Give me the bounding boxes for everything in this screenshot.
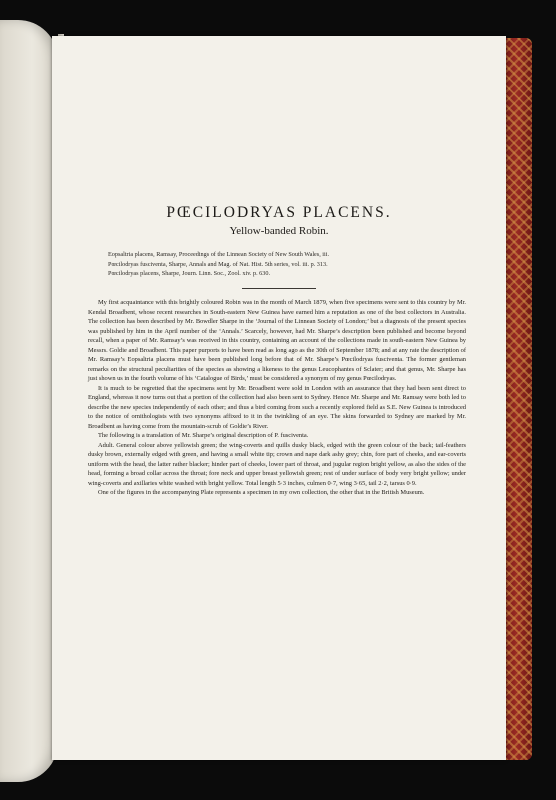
- book-page: [52, 36, 506, 760]
- divider-rule: [242, 288, 316, 289]
- page-subtitle: Yellow-banded Robin.: [229, 225, 329, 237]
- paragraph: My first acquaintance with this brightly coloured Robin was in the month of March 1879, when five specimens were sent to this country by Mr. Kendal Broadbent, whose recent researches in South-eastern New Guinea have earned him a reputation as one of the best collectors in Australia. The collection has been described by Mr. Bowdler Sharpe in the ‘Journal of the Linnean Society of London;’ but a diagnosis of the present species was published by him in the April number of the ‘Annals.’ Scarcely, however, had Mr. Sharpe’s description been published and become beyond recall, when a paper of Mr. Ramsay’s was received in this country, containing an account of the collections made in south-eastern New Guinea by Messrs. Goldie and Broadbent. This paper purports to have been read as long ago as the 30th of September 1878; and at any rate the description of Mr. Ramsay’s Eopsaltria placens must have been published long before that of Mr. Sharpe’s Pœcilodryas fusciventa. The former gentleman remarks on the structural peculiarities of the species as showing a likeness to the genus Leucophantes of Sclater; and that genus, Mr. Sharpe has just shown us in the fourth volume of his ‘Catalogue of Birds,’ must be considered a synonym of my genus Pœcilodryas.: [88, 299, 466, 382]
- paragraph: One of the figures in the accompanying Plate represents a specimen in my own collection, the other that in the British Museum.: [98, 489, 425, 496]
- body-text: [88, 298, 466, 498]
- synonymy-references: [108, 250, 478, 279]
- paragraph: It is much to be regretted that the specimens sent by Mr. Broadbent were sold in London with an assurance that they had been sent direct to England, whereas it now turns out that a portion of the collection had also been sent to Sydney. Hence Mr. Sharpe and Mr. Ramsay were both led to describe the new species independently of each other; and thus a bird coming from such a recently explored field as S.E. New Guinea is introduced to the notice of ornithologists with two synonyms affixed to it in the twinkling of an eye. The skins forwarded to Sydney are marked by Mr. Broadbent as having come from the mountain-scrub of Goldie’s River.: [88, 384, 466, 430]
- reference-line: Pœcilodryas fusciventa, Sharpe, Annals and Mag. of Nat. Hist. 5th series, vol. iii. p. 313.: [108, 260, 328, 268]
- reference-line: Eopsaltria placens, Ramsay, Proceedings of the Linnean Society of New South Wales, iii.: [108, 251, 329, 258]
- page-title: PŒCILODRYAS PLACENS.: [166, 204, 392, 221]
- left-page: [0, 20, 58, 782]
- paragraph: Adult. General colour above yellowish green; the wing-coverts and quills dusky black, edged with the green colour of the back; tail-feathers dusky brown, externally edged with green, and having a small white tip; crown and nape dark ashy grey; chin, fore part of cheeks, and ear-coverts uniform with the head, the latter rather blacker; hinder part of cheeks, lower part of throat, and jugular region bright yellow, as also the sides of the head, forming a broad collar across the throat; fore neck and upper breast yellowish green; rest of under surface of body very bright yellow; under wing-coverts and axillaries white washed with bright yellow. Total length 5·3 inches, culmen 0·7, wing 3·65, tail 2·2, tarsus 0·9.: [88, 441, 466, 487]
- paragraph: The following is a translation of Mr. Sharpe’s original description of P. fusciventa.: [98, 432, 309, 439]
- reference-line: Pœcilodryas placens, Sharpe, Journ. Linn. Soc., Zool. xiv. p. 630.: [108, 270, 270, 278]
- book-edge-marbled: [506, 38, 532, 760]
